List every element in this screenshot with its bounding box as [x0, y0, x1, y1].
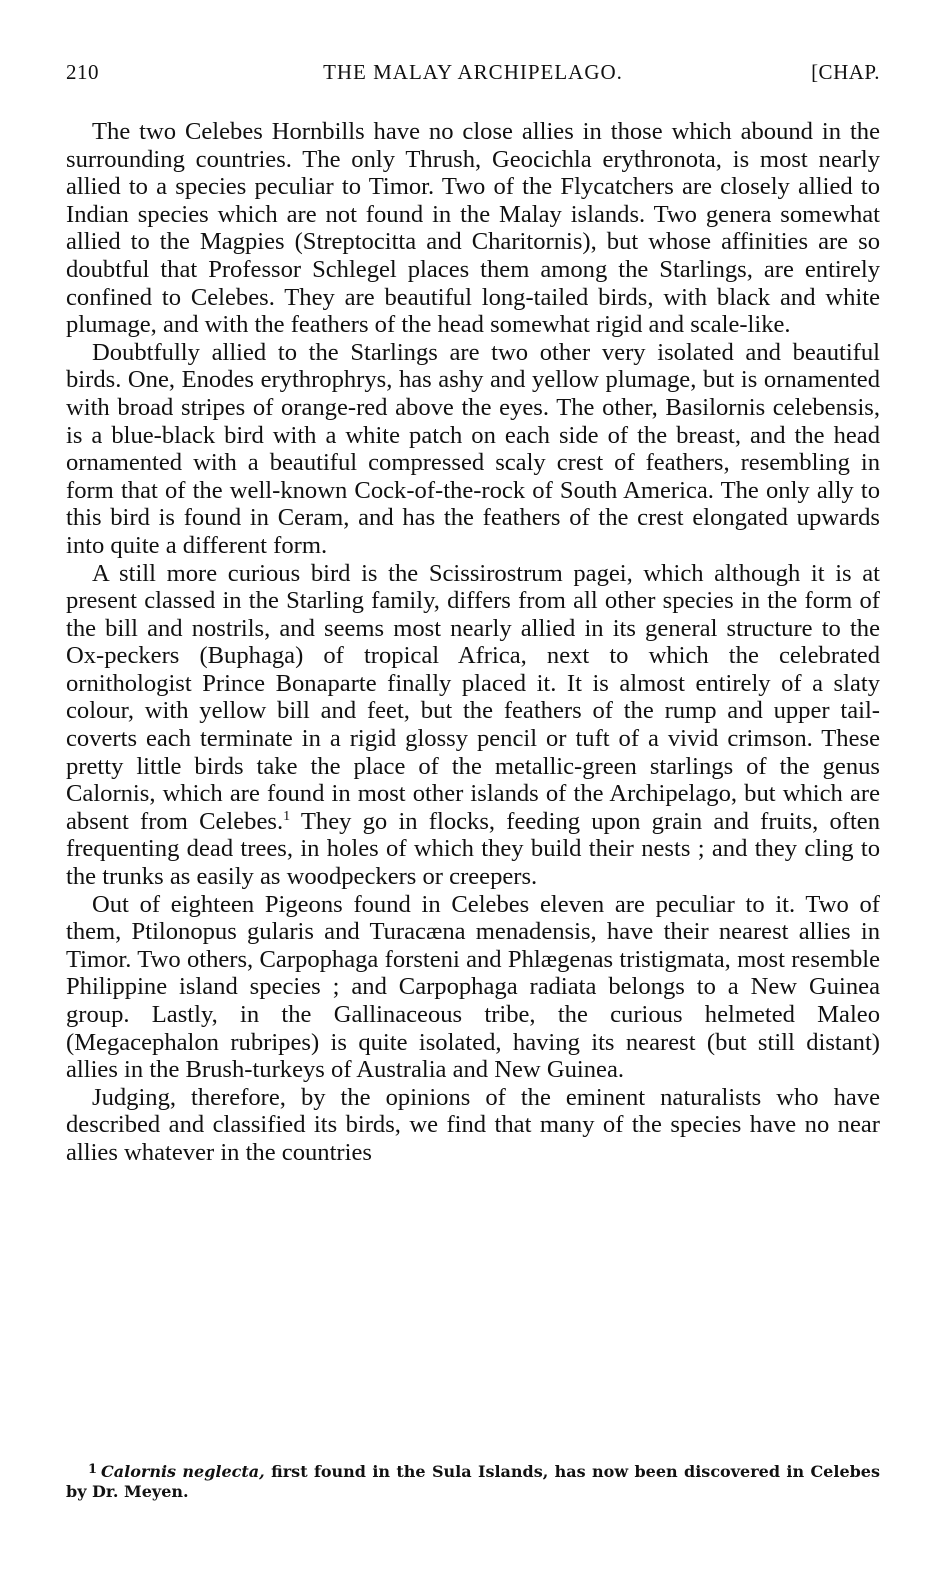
footnote-marker: 1 [88, 1462, 98, 1477]
paragraph-text: A still more curious bird is the Scissirostrum pagei, which although it is at present classed in the Starling family, differs from all other species in the form of the bill and nostrils, and seems most nearly allied in its general structure to the Ox-peckers (Buphaga) of tropical Africa, next to which the celebrated ornithologist Prince Bonaparte finally placed it. It is almost entirely of a slaty colour, with yellow bill and feet, but the feathers of the rump and upper tail-coverts each terminate in a rigid glossy pencil or tuft of a vivid crimson. These pretty little birds take the place of the metallic-green starlings of the genus Calornis, which are found in most other islands of the Archipelago, but which are absent from Celebes. [66, 559, 880, 835]
paragraph-judging: Judging, therefore, by the opinions of the eminent naturalists who have described and classified its birds, we find that many of the species have no near allies whatever in the countries [66, 1083, 880, 1166]
paragraph-starlings: Doubtfully allied to the Starlings are two other very isolated and beautiful birds. One, Enodes erythrophrys, has ashy and yellow plumage, but is ornamented with broad stripes of orange-red above the eyes. The other, Basilornis celebensis, is a blue-black bird with a white patch on each side of the breast, and the head ornamented with a beautiful compressed scaly crest of feathers, resembling in form that of the well-known Cock-of-the-rock of South America. The only ally to this bird is found in Ceram, and has the feathers of the crest elongated upwards into quite a different form. [66, 338, 880, 559]
paragraph-hornbills: The two Celebes Hornbills have no close allies in those which abound in the surrounding countries. The only Thrush, Geocichla erythronota, is most nearly allied to a species peculiar to Timor. Two of the Flycatchers are closely allied to Indian species which are not found in the Malay islands. Two genera somewhat allied to the Magpies (Streptocitta and Charitornis), but whose affinities are so doubtful that Professor Schlegel places them among the Starlings, are entirely confined to Celebes. They are beautiful long-tailed birds, with black and white plumage, and with the feathers of the head somewhat rigid and scale-like. [66, 118, 880, 339]
footnote-species: Calornis neglecta, [101, 1462, 265, 1481]
paragraph-text: They go in flocks, feeding upon grain and fruits, often frequenting dead trees, in holes of which they build their nests ; and they cling to the trunks as easily as woodpeckers or creepers. [66, 807, 880, 891]
footnote-reference[interactable]: 1 [283, 808, 291, 824]
paragraph-scissirostrum [66, 560, 880, 891]
book-title: THE MALAY ARCHIPELAGO. [323, 60, 623, 84]
footnote-text: first found in the Sula Islands, has now been discovered in Celebes by Dr. Meyen. [66, 1462, 880, 1501]
paragraph-pigeons: Out of eighteen Pigeons found in Celebes eleven are peculiar to it. Two of them, Ptilonopus gularis and Turacæna menadensis, have their nearest allies in Timor. Two others, Carpophaga forsteni and Phlægenas tristigmata, most resemble Philippine island species ; and Carpophaga radiata belongs to a New Guinea group. Lastly, in the Gallinaceous tribe, the curious helmeted Maleo (Megacephalon rubripes) is quite isolated, having its nearest (but still distant) allies in the Brush-turkeys of Australia and New Guinea. [66, 890, 880, 1084]
page-number: 210 [66, 60, 99, 84]
footnotes [66, 1460, 880, 1502]
footnote [66, 1460, 880, 1502]
running-head [66, 60, 880, 90]
chapter-marker: [CHAP. [811, 60, 880, 84]
body-text [66, 118, 880, 1167]
